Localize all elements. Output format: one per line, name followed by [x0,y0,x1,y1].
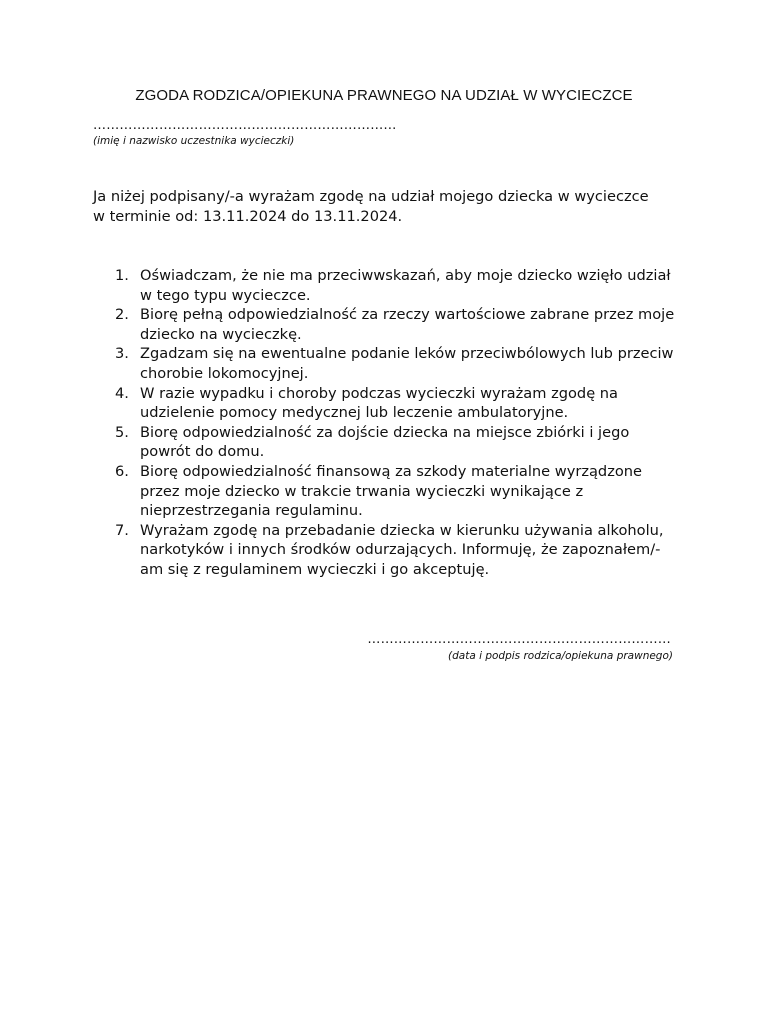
statement-text: Zgadzam się na ewentualne podanie leków przeciwbólowych lub przeciw chorobie lokomocyjnej. [140,345,674,382]
statement-text: Biorę pełną odpowiedzialność za rzeczy wartościowe zabrane przez moje dziecko na wycieczkę. [140,306,675,343]
statement-item [93,423,683,462]
statement-item [93,344,683,383]
statement-number: 2. [115,306,129,324]
statement-number: 7. [115,521,129,539]
statement-item [93,521,683,580]
statements-list [93,266,683,580]
statement-number: 6. [115,462,129,480]
statement-number: 5. [115,423,129,441]
document-title: ZGODA RODZICA/OPIEKUNA PRAWNEGO NA UDZIAŁ W WYCIECZCE [135,87,633,104]
participant-name-caption: (imię i nazwisko uczestnika wycieczki) [93,135,295,147]
statement-number: 3. [115,345,129,363]
statement-text: Oświadczam, że nie ma przeciwwskazań, aby moje dziecko wzięło udział w tego typu wycieczce. [140,267,671,304]
statement-text: Biorę odpowiedzialność finansową za szkody materialne wyrządzone przez moje dziecko w trakcie trwania wycieczki wynikające z nieprzestrzegania regulaminu. [140,462,643,520]
statement-text: Wyrażam zgodę na przebadanie dziecka w kierunku używania alkoholu, narkotyków i innych środków odurzających. Informuję, że zapoznałem/-am się z regulaminem wycieczki i go akceptuję. [140,521,664,578]
signature-caption: (data i podpis rodzica/opiekuna prawnego) [448,650,673,662]
statement-item [93,384,683,423]
statement-item [93,462,683,521]
statement-number: 1. [115,267,129,284]
signature-line: …………………………………………………………… [367,632,671,647]
statement-item [93,305,683,344]
participant-name-line: …………………………………………………………… [93,118,397,133]
statement-text: W razie wypadku i choroby podczas wycieczki wyrażam zgodę na udzielenie pomocy medycznej lub leczenie ambulatoryjne. [140,384,619,422]
statement-number: 4. [115,384,129,402]
consent-intro-paragraph: Ja niżej podpisany/-a wyrażam zgodę na udział mojego dziecka w wycieczce w terminie od: 13.11.2024 do 13.11.2024. [93,188,649,225]
statement-item [93,266,683,305]
statement-text: Biorę odpowiedzialność za dojście dziecka na miejsce zbiórki i jego powrót do domu. [140,423,630,461]
